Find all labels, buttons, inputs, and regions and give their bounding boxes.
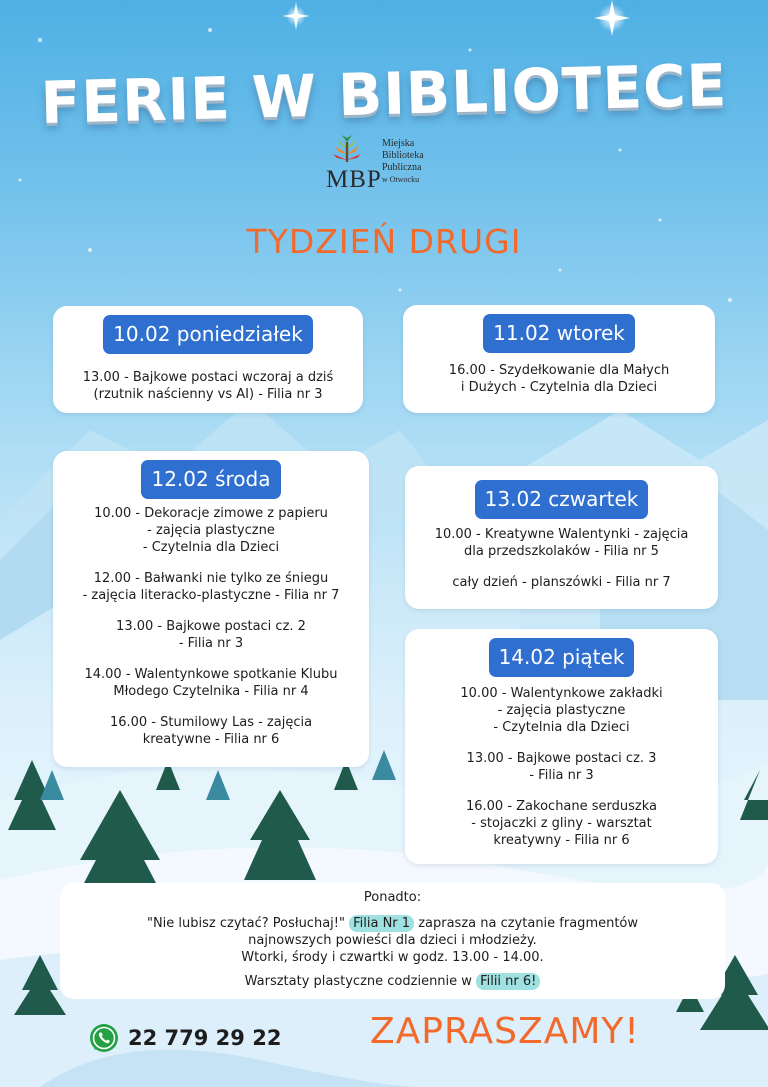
info-line (60, 973, 725, 990)
event-item: 14.00 - Walentynkowe spotkanie Klubu Młodego Czytelnika - Filia nr 4 (84, 667, 338, 699)
week-heading: TYDZIEŃ DRUGI (246, 222, 522, 261)
info-text: zaprasza na czytanie fragmentów (418, 916, 639, 931)
day-card-wednesday (53, 451, 369, 767)
event-list (405, 526, 718, 591)
logo-abbreviation: MBP (326, 166, 382, 193)
contact-phone[interactable] (88, 1021, 281, 1055)
event-item: 13.00 - Bajkowe postaci cz. 2 - Filia nr 3 (116, 619, 306, 651)
info-heading: Ponadto: (363, 890, 422, 905)
info-text: Warsztaty plastyczne codziennie w (244, 974, 472, 989)
event-list (53, 369, 363, 403)
info-line: Wtorki, środy i czwartki w godz. 13.00 - 14.00. (241, 950, 544, 965)
day-card-monday (53, 306, 363, 413)
event-list (403, 362, 715, 396)
day-card-tuesday (403, 305, 715, 413)
day-label: 14.02 piątek (489, 638, 635, 677)
event-item: 16.00 - Szydełkowanie dla Małych i Dużych - Czytelnia dla Dzieci (448, 363, 670, 395)
event-list (405, 685, 718, 849)
event-item: 12.00 - Bałwanki nie tylko ze śniegu - zajęcia literacko-plastyczne - Filia nr 7 (82, 571, 340, 603)
whatsapp-phone-icon (88, 1022, 120, 1054)
logo-line: w Otwocku (382, 175, 420, 184)
logo-line: Miejska (382, 138, 415, 149)
event-item: 10.00 - Kreatywne Walentynki - zajęcia dla przedszkolaków - Filia nr 5 (434, 527, 689, 559)
sparkle-icon (594, 0, 630, 36)
event-item: 10.00 - Walentynkowe zakładki - zajęcia plastyczne - Czytelnia dla Dzieci (460, 686, 663, 735)
sparkle-icon (282, 2, 310, 30)
library-logo (326, 124, 476, 194)
day-label: 11.02 wtorek (483, 314, 635, 353)
poster-title: FERIE W BIBLIOTECE (39, 51, 729, 137)
logo-line: Biblioteka (382, 150, 424, 161)
additional-info (60, 883, 725, 999)
day-card-thursday (405, 466, 718, 609)
event-item: 16.00 - Zakochane serduszka - stojaczki z gliny - warsztat kreatywny - Filia nr 6 (465, 799, 658, 848)
info-line (60, 915, 725, 932)
invitation: ZAPRASZAMY! (370, 1011, 640, 1052)
event-item: 13.00 - Bajkowe postaci cz. 3 - Filia nr 3 (466, 751, 657, 783)
event-item: cały dzień - planszówki - Filia nr 7 (452, 575, 671, 590)
event-item: 10.00 - Dekoracje zimowe z papieru - zajęcia plastyczne - Czytelnia dla Dzieci (94, 506, 328, 555)
event-item: 13.00 - Bajkowe postaci wczoraj a dziś (rzutnik naścienny vs AI) - Filia nr 3 (82, 370, 334, 402)
phone-number: 22 779 29 22 (128, 1026, 282, 1050)
branch-highlight: Filii nr 6! (476, 973, 540, 990)
logo-name (382, 138, 424, 186)
day-label: 13.02 czwartek (475, 480, 649, 519)
info-line: najnowszych powieści dla dzieci i młodzieży. (248, 933, 537, 948)
event-list (53, 505, 369, 748)
info-text: "Nie lubisz czytać? Posłuchaj!" (146, 916, 345, 931)
event-item: 16.00 - Stumilowy Las - zajęcia kreatywne - Filia nr 6 (109, 715, 313, 747)
pine-tree (372, 750, 396, 780)
branch-highlight: Filia Nr 1 (349, 915, 414, 932)
day-label: 10.02 poniedziałek (103, 315, 313, 354)
day-card-friday (405, 629, 718, 864)
logo-line: Publiczna (382, 162, 422, 173)
day-label: 12.02 środa (141, 460, 280, 499)
